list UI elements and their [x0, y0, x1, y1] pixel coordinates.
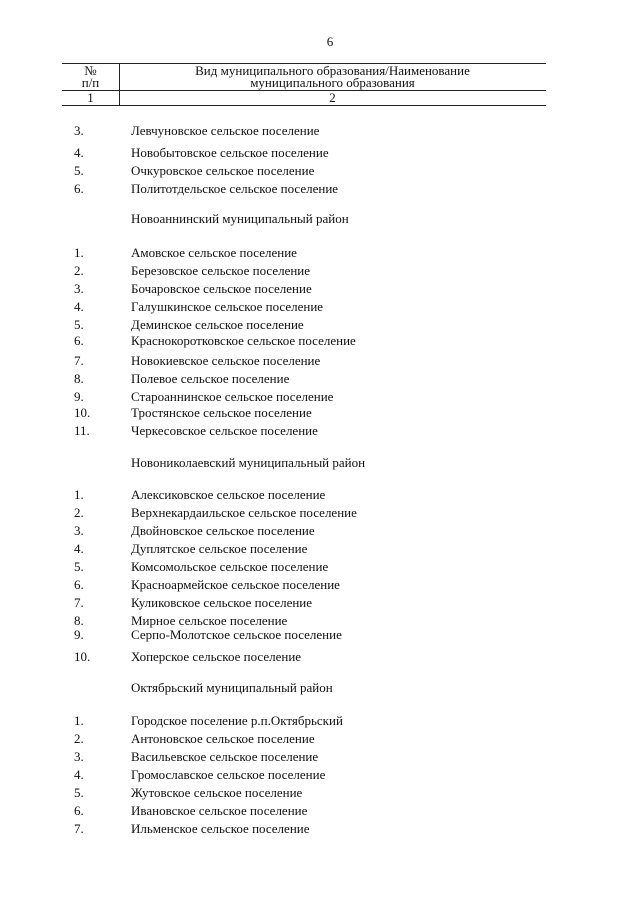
list-item [0, 263, 640, 281]
item-name: Амовское сельское поселение [131, 245, 297, 260]
list-item [0, 785, 640, 803]
item-number: 1. [74, 245, 84, 260]
item-number: 1. [74, 487, 84, 502]
item-number: 5. [74, 163, 84, 178]
page-number: 6 [326, 34, 334, 49]
item-name: Громославское сельское поселение [131, 767, 326, 782]
item-number: 6. [74, 577, 84, 592]
item-name: Краснокоротковское сельское поселение [131, 333, 356, 348]
item-number: 9. [74, 627, 84, 642]
item-number: 6. [74, 333, 84, 348]
list-item [0, 595, 640, 613]
item-number: 8. [74, 371, 84, 386]
list-item [0, 731, 640, 749]
item-name: Куликовское сельское поселение [131, 595, 313, 610]
item-name: Галушкинское сельское поселение [131, 299, 324, 314]
item-name: Городское поселение р.п.Октябрьский [131, 713, 343, 728]
list-item [0, 353, 640, 371]
item-name: Тростянское сельское поселение [131, 405, 312, 420]
item-number: 3. [74, 749, 84, 764]
header-bottom-rule [62, 105, 546, 106]
item-name: Черкесовское сельское поселение [131, 423, 318, 438]
item-name: Новокиевское сельское поселение [131, 353, 321, 368]
list-item [0, 749, 640, 767]
list-item [0, 371, 640, 389]
list-item [0, 505, 640, 523]
list-item [0, 541, 640, 559]
item-name: Левчуновское сельское поселение [131, 123, 320, 138]
list-item [0, 821, 640, 839]
item-name: Красноармейское сельское поселение [131, 577, 340, 592]
item-name: Полевое сельское поселение [131, 371, 290, 386]
header-col1-line2: п/п [81, 75, 100, 90]
item-number: 2. [74, 263, 84, 278]
item-number: 7. [74, 821, 84, 836]
list-item [0, 245, 640, 263]
list-item [0, 523, 640, 541]
item-name: Новобытовское сельское поселение [131, 145, 329, 160]
item-name: Бочаровское сельское поселение [131, 281, 312, 296]
list-item [0, 423, 640, 441]
item-number: 2. [74, 731, 84, 746]
header-middle-rule [62, 90, 546, 91]
item-number: 3. [74, 123, 84, 138]
item-number: 6. [74, 181, 84, 196]
list-item [0, 577, 640, 595]
list-item [0, 281, 640, 299]
item-number: 8. [74, 613, 84, 628]
district-heading: Новониколаевский муниципальный район [131, 455, 366, 470]
district-heading: Новоаннинский муниципальный район [131, 211, 349, 226]
item-name: Серпо-Молотское сельское поселение [131, 627, 342, 642]
item-name: Политотдельское сельское поселение [131, 181, 339, 196]
item-number: 5. [74, 317, 84, 332]
item-number: 3. [74, 523, 84, 538]
item-name: Староаннинское сельское поселение [131, 389, 334, 404]
item-name: Верхнекардаильское сельское поселение [131, 505, 357, 520]
item-number: 2. [74, 505, 84, 520]
list-item [0, 405, 640, 423]
item-name: Жутовское сельское поселение [131, 785, 303, 800]
item-number: 4. [74, 541, 84, 556]
item-name: Алексиковское сельское поселение [131, 487, 326, 502]
item-number: 7. [74, 353, 84, 368]
list-item [0, 163, 640, 181]
item-name: Мирное сельское поселение [131, 613, 288, 628]
item-number: 5. [74, 559, 84, 574]
header-col1-index: 1 [87, 90, 94, 105]
item-name: Двойновское сельское поселение [131, 523, 315, 538]
header-col2-index: 2 [329, 90, 336, 105]
item-number: 4. [74, 767, 84, 782]
list-item [0, 767, 640, 785]
list-item [0, 181, 640, 199]
item-name: Ильменское сельское поселение [131, 821, 310, 836]
item-name: Васильевское сельское поселение [131, 749, 319, 764]
list-item [0, 713, 640, 731]
item-name: Дуплятское сельское поселение [131, 541, 308, 556]
header-col2-line2: муниципального образования [250, 75, 415, 90]
list-item [0, 333, 640, 351]
item-number: 9. [74, 389, 84, 404]
list-item [0, 487, 640, 505]
item-number: 3. [74, 281, 84, 296]
list-item [0, 559, 640, 577]
district-heading: Октябрьский муниципальный район [131, 680, 333, 695]
item-name: Березовское сельское поселение [131, 263, 311, 278]
list-item [0, 649, 640, 667]
item-number: 11. [74, 423, 90, 438]
item-number: 10. [74, 405, 91, 420]
item-name: Комсомольское сельское поселение [131, 559, 329, 574]
list-item [0, 145, 640, 163]
item-name: Антоновское сельское поселение [131, 731, 315, 746]
item-number: 6. [74, 803, 84, 818]
item-number: 10. [74, 649, 91, 664]
item-number: 1. [74, 713, 84, 728]
item-name: Хоперское сельское поселение [131, 649, 302, 664]
list-item [0, 123, 640, 141]
item-number: 4. [74, 145, 84, 160]
item-name: Очкуровское сельское поселение [131, 163, 315, 178]
table-header [62, 63, 546, 106]
item-name: Ивановское сельское поселение [131, 803, 308, 818]
item-name: Деминское сельское поселение [131, 317, 304, 332]
list-item [0, 803, 640, 821]
header-col2-line1: Вид муниципального образования/Наименование [195, 63, 470, 78]
item-number: 5. [74, 785, 84, 800]
item-number: 4. [74, 299, 84, 314]
list-item [0, 299, 640, 317]
header-col1-line1: № [84, 63, 97, 78]
item-number: 7. [74, 595, 84, 610]
list-item [0, 627, 640, 645]
